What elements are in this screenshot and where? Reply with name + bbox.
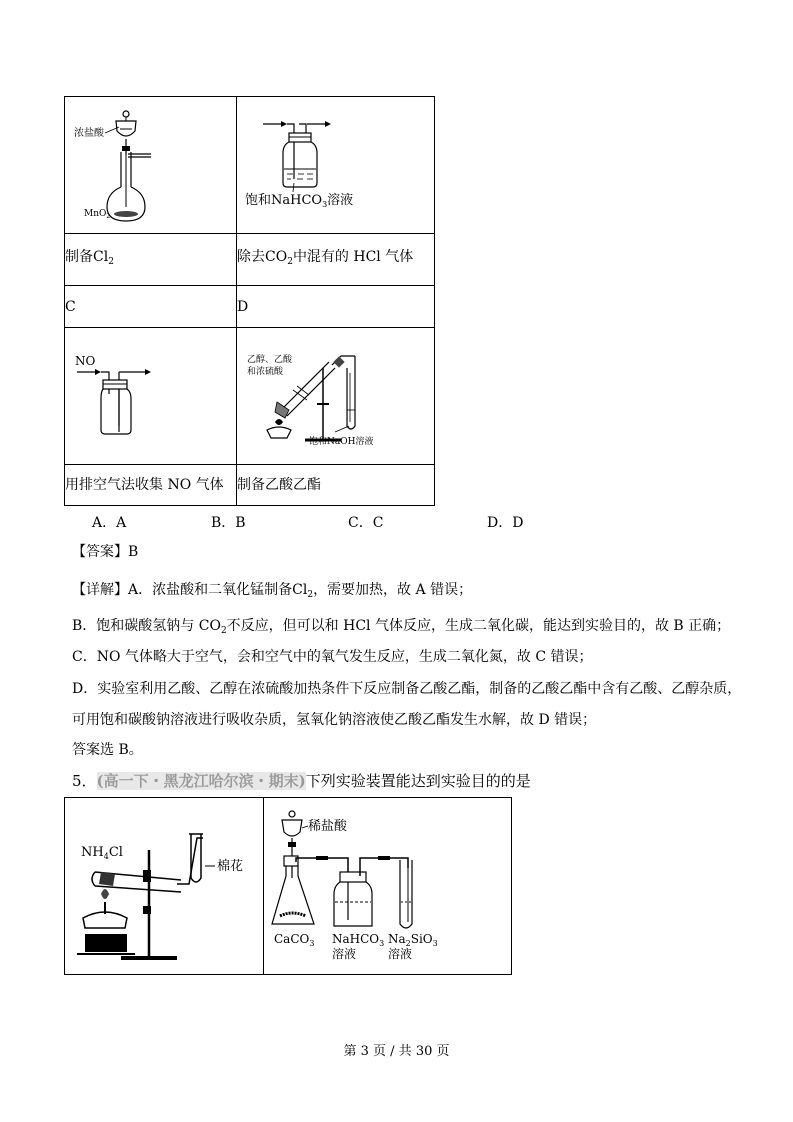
- question-text: 下列实验装置能达到实验目的的是: [305, 772, 531, 790]
- source-tag: (高一下・黑龙江哈尔滨・期末): [96, 772, 306, 790]
- nh4cl-label: NH: [81, 845, 104, 860]
- chlorine-generator-figure: [65, 97, 236, 233]
- cell-prepare-cl2: 制备$Cl_2$: [65, 234, 237, 286]
- detail-line-1: 【详解】A．浓盐酸和二氧化锰制备$Cl_2$，需要加热，故 A 错误；: [72, 582, 473, 600]
- na2sio3-label: Na: [388, 932, 406, 946]
- answer-line: 【答案】B: [72, 544, 139, 560]
- nh4cl-heating-figure: [65, 798, 263, 974]
- no-collection-figure: [65, 328, 236, 464]
- dilute-hcl-label: 稀盐酸: [308, 819, 348, 834]
- cell-label-d: D: [237, 286, 435, 328]
- caco3-label: CaCO: [274, 932, 310, 946]
- cell-chlorine-apparatus: [65, 97, 237, 234]
- detail-line-5: 可用饱和碳酸钠溶液进行吸收杂质，氢氧化钠溶液使乙酸乙酯发生水解，故 D 错误；: [72, 712, 597, 728]
- cell-ethyl-acetate-apparatus: [237, 328, 435, 465]
- detail-line-3: C．NO 气体略大于空气，会和空气中的氧气发生反应，生成二氧化氮，故 C 错误；: [72, 649, 593, 665]
- nahco3-solution-word: 溶液: [332, 947, 357, 961]
- cell-collect-no: 用排空气法收集 NO 气体: [65, 465, 237, 506]
- reagents-label-2: 和浓硫酸: [247, 367, 284, 377]
- option-d: D．D: [487, 515, 524, 531]
- acid-strength-figure: [264, 798, 511, 974]
- detail-line-6: 答案选 B。: [72, 742, 143, 758]
- svg-text:CaCO3: CaCO$_3$: [274, 932, 315, 948]
- cell-remove-hcl: 除去$CO_2$中混有的 HCl 气体: [237, 234, 435, 286]
- svg-text:MnO2: MnO$_2$: [84, 209, 111, 220]
- cell-bicarbonate-wash-bottle: [237, 97, 435, 234]
- option-a: A．A: [92, 515, 127, 531]
- cell-acid-strength-comparison: [264, 798, 512, 975]
- wash-bottle-figure: [237, 97, 434, 233]
- option-c: C．C: [348, 515, 384, 531]
- apparatus-table-1: [64, 96, 435, 506]
- cell-label-c: C: [65, 286, 237, 328]
- no-label: NO: [75, 354, 96, 368]
- cell-no-collection: [65, 328, 237, 465]
- ethyl-acetate-figure: [237, 328, 434, 464]
- question-5-stem: [72, 771, 531, 791]
- nahco3-solution-label: NaHCO: [332, 932, 380, 946]
- naoh-label: 饱和NaOH溶液: [309, 437, 374, 447]
- nahco3-label: 饱和NaHCO: [245, 193, 323, 208]
- option-b: B．B: [211, 515, 246, 531]
- cell-prepare-ester: 制备乙酸乙酯: [237, 465, 435, 506]
- mno2-label: MnO: [84, 209, 107, 219]
- hcl-label: 浓盐酸: [74, 128, 104, 139]
- cell-nh4cl-heating: [65, 798, 264, 975]
- na2sio3-solution-word: 溶液: [388, 947, 413, 961]
- reagents-label-1: 乙醇、乙酸: [247, 355, 293, 365]
- detail-line-2: B．饱和碳酸氢钠与 $CO_2$不反应，但可以和 HCl 气体反应，生成二氧化碳，能达到实验目的，故 B 正确；: [72, 618, 731, 636]
- cotton-label: 棉花: [217, 859, 244, 874]
- svg-text:Na2SiO3: $Na_2SiO_3$: [388, 932, 438, 948]
- svg-text:NH4Cl: $NH_4Cl$: [81, 845, 123, 861]
- page-footer: 第 3 页 / 共 30 页: [343, 1044, 450, 1059]
- svg-text:NaHCO3: NaHCO$_3$: [332, 932, 385, 948]
- question-number: 5．: [72, 772, 97, 790]
- svg-text:饱和NaHCO3溶液: 饱和NaHCO$_3$溶液: [245, 193, 354, 209]
- detail-line-4: D．实验室利用乙酸、乙醇在浓硫酸加热条件下反应制备乙酸乙酯，制备的乙酸乙酯中含有乙酸、乙醇杂质，: [72, 681, 742, 697]
- apparatus-table-2: [64, 797, 512, 975]
